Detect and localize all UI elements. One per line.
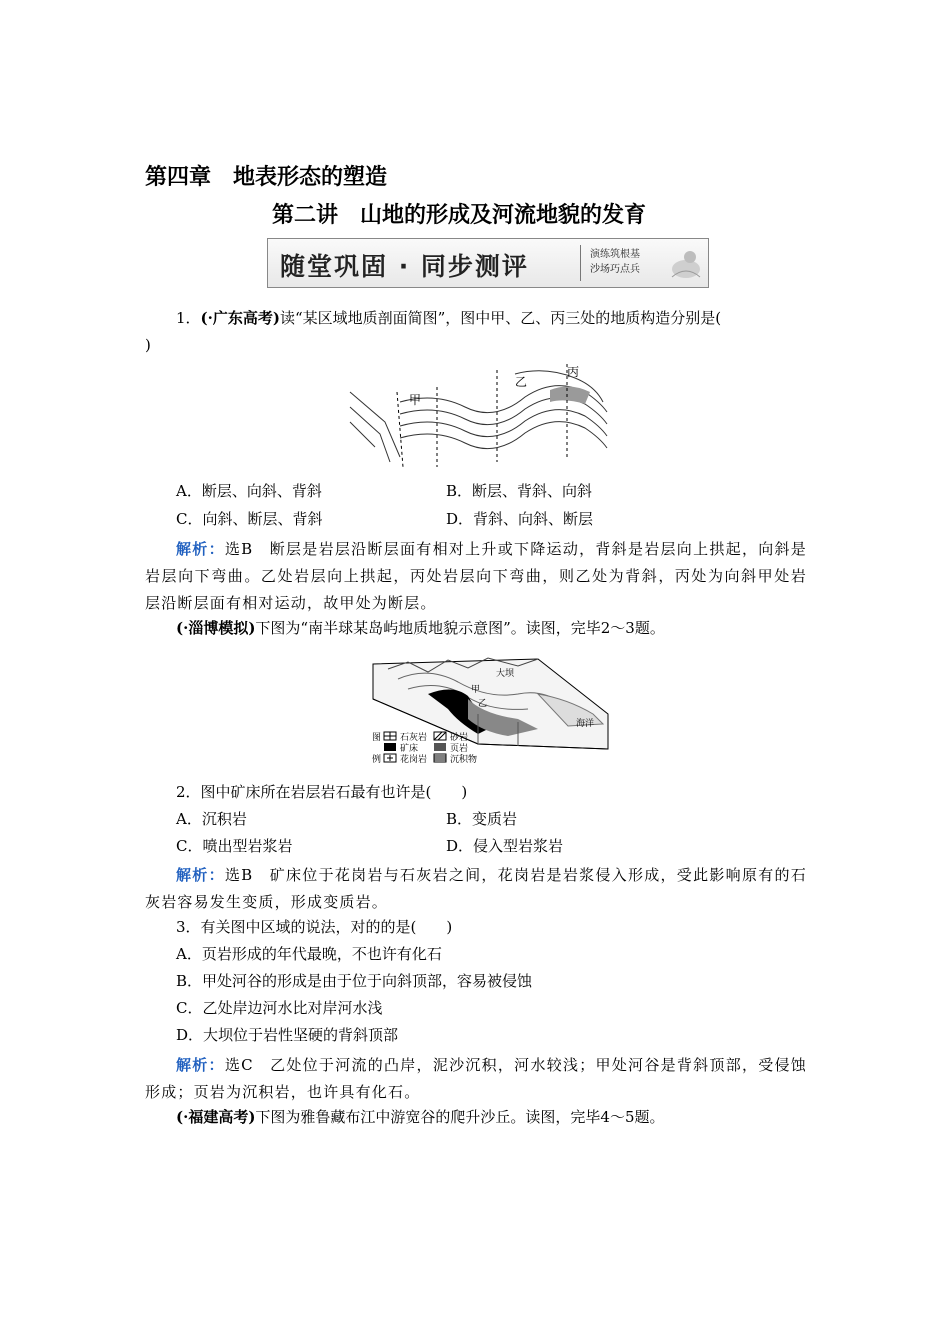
fig2-label-ocean: 海洋 xyxy=(576,719,595,729)
banner-slogan-line-1: 演练筑根基 xyxy=(590,249,640,260)
q2-analysis-text: 选B 矿床位于花岗岩与石灰岩之间，花岗岩是岩浆侵入形成，受此影响原有的石灰岩容易发生变质，形成变质岩。 xyxy=(145,866,807,911)
fig2-label-dam: 大坝 xyxy=(496,669,515,679)
q2-analysis xyxy=(145,862,807,916)
q3-option-a: A．页岩形成的年代最晚，不也许有化石 xyxy=(176,945,442,963)
q3-analysis xyxy=(145,1052,807,1106)
q3-option-c: C．乙处岸边河水比对岸河水浅 xyxy=(176,999,383,1017)
q1-option-c: C．向斜、断层、背斜 xyxy=(176,510,323,528)
q2-analysis-label: 解析： xyxy=(176,866,225,884)
fig1-label-bing: 丙 xyxy=(567,365,580,379)
banner-slogan-line-2: 沙场巧点兵 xyxy=(590,264,640,275)
q3-analysis-label: 解析： xyxy=(176,1056,225,1074)
q1-analysis xyxy=(145,536,807,617)
fig2-label-yi: 乙 xyxy=(478,699,488,709)
q1-analysis-text: 选B 断层是岩层沿断层面有相对上升或下降运动，背斜是岩层向上拱起，向斜是岩层向下弯曲。乙处岩层向上拱起，丙处岩层向下弯曲，则乙处为背斜，丙处为向斜甲处岩层沿断层面有相对运动，故甲处为断层。 xyxy=(145,540,807,612)
legend-ore: 矿床 xyxy=(400,744,419,754)
legend-shale: 页岩 xyxy=(450,744,469,754)
q2-option-a: A．沉积岩 xyxy=(176,810,247,828)
banner-decoration-icon xyxy=(668,243,704,283)
banner-title: 随堂巩固 · 同步测评 xyxy=(280,252,529,281)
group45-source: (·福建高考) xyxy=(176,1108,256,1126)
legend-side-2: 例 xyxy=(372,755,382,765)
group23-intro-text: 下图为“南半球某岛屿地质地貌示意图”。读图，完毕2～3题。 xyxy=(255,619,665,637)
q2-option-d: D．侵入型岩浆岩 xyxy=(446,837,564,855)
group23-intro xyxy=(176,617,665,639)
banner-divider xyxy=(580,245,581,281)
q1-option-d: D．背斜、向斜、断层 xyxy=(446,510,594,528)
section-banner xyxy=(267,238,709,288)
island-geology-figure xyxy=(368,654,616,769)
q1-number: 1． xyxy=(176,309,201,327)
legend-side-1: 图 xyxy=(372,733,382,743)
q1-option-a: A．断层、向斜、背斜 xyxy=(176,482,322,500)
q2-option-c: C．喷出型岩浆岩 xyxy=(176,837,293,855)
fig2-label-jia: 甲 xyxy=(471,685,481,695)
legend-granite: 花岗岩 xyxy=(400,755,428,765)
geologic-section-figure xyxy=(345,362,620,470)
lecture-title: 第二讲 山地的形成及河流地貌的发育 xyxy=(272,203,647,228)
q3-analysis-text: 选C 乙处位于河流的凸岸，泥沙沉积，河水较浅；甲处河谷是背斜顶部，受侵蚀形成；页岩为沉积岩，也许具有化石。 xyxy=(145,1056,807,1101)
chapter-title: 第四章 地表形态的塑造 xyxy=(145,165,388,190)
q1-source: (·广东高考) xyxy=(200,309,280,327)
fig1-label-jia: 甲 xyxy=(409,393,422,407)
q1-option-b: B．断层、背斜、向斜 xyxy=(446,482,593,500)
legend-limestone: 石灰岩 xyxy=(400,733,428,743)
legend-sandstone: 砂岩 xyxy=(450,733,469,743)
q3-option-b: B．甲处河谷的形成是由于位于向斜顶部，容易被侵蚀 xyxy=(176,972,533,990)
fig1-label-yi: 乙 xyxy=(515,375,528,389)
banner-slogan xyxy=(590,247,640,277)
group45-intro-text: 下图为雅鲁藏布江中游宽谷的爬升沙丘。读图，完毕4～5题。 xyxy=(255,1108,665,1126)
group45-intro xyxy=(176,1106,665,1128)
q1-stem xyxy=(176,307,721,329)
q1-stem-end: ) xyxy=(145,336,151,354)
group23-source: (·淄博模拟) xyxy=(176,619,256,637)
q3-stem: 3．有关图中区域的说法，对的的是( ) xyxy=(176,918,453,936)
q3-option-d: D．大坝位于岩性坚硬的背斜顶部 xyxy=(176,1026,399,1044)
q1-analysis-label: 解析： xyxy=(176,540,225,558)
legend-sediment: 沉积物 xyxy=(450,755,478,765)
q2-stem: 2．图中矿床所在岩层岩石最有也许是( ) xyxy=(176,783,468,801)
q1-stem-text: 读“某区域地质剖面简图”，图中甲、乙、丙三处的地质构造分别是( xyxy=(279,309,722,327)
q2-option-b: B．变质岩 xyxy=(446,810,518,828)
